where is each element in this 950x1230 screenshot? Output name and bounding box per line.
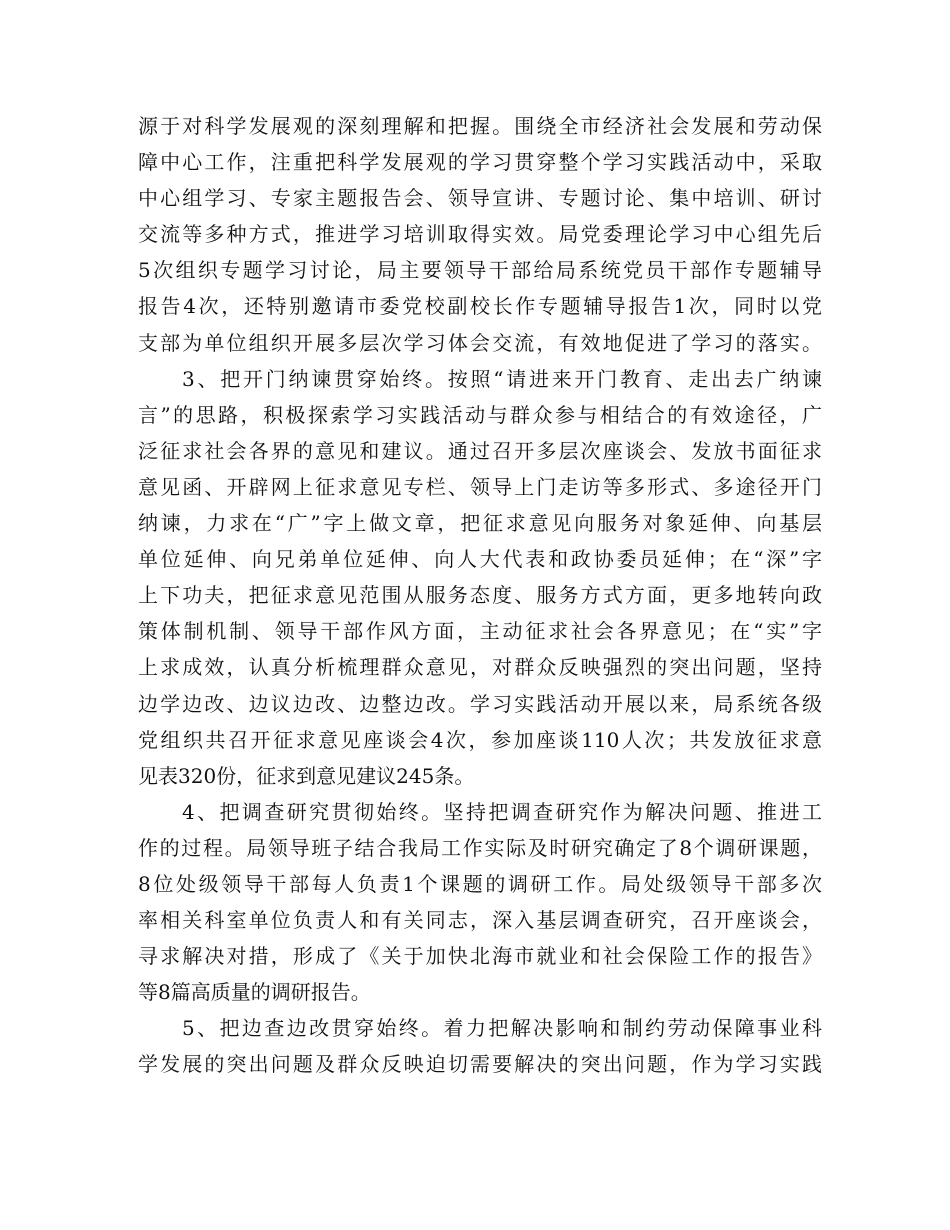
text-line: 上下功夫，把征求意见范围从服务态度、服务方式方面，更多地转向政 — [138, 583, 822, 608]
text-line: 党组织共召开征求意见座谈会4次，参加座谈110人次；共发放征求意 — [138, 727, 822, 752]
text-line: 单位延伸、向兄弟单位延伸、向人大代表和政协委员延伸；在“深”字 — [138, 547, 822, 572]
text-line: 报告4次，还特别邀请市委党校副校长作专题辅导报告1次，同时以党 — [138, 294, 822, 319]
paragraph-4 — [138, 1010, 822, 1082]
text-line: 3、把开门纳谏贯穿始终。按照“请进来开门教育、走出去广纳谏 — [182, 366, 822, 391]
text-line: 支部为单位组织开展多层次学习体会交流，有效地促进了学习的落实。 — [138, 330, 822, 355]
document-body — [138, 108, 822, 1083]
text-line: 交流等多种方式，推进学习培训取得实效。局党委理论学习中心组先后 — [138, 222, 822, 247]
text-line: 5、把边查边改贯穿始终。着力把解决影响和制约劳动保障事业科 — [182, 1016, 822, 1041]
text-line: 上求成效，认真分析梳理群众意见，对群众反映强烈的突出问题，坚持 — [138, 655, 822, 680]
text-line: 纳谏，力求在“广”字上做文章，把征求意见向服务对象延伸、向基层 — [138, 511, 822, 536]
paragraph-2 — [138, 361, 822, 794]
text-line: 障中心工作，注重把科学发展观的学习贯穿整个学习实践活动中，采取 — [138, 150, 822, 175]
text-line: 意见函、开辟网上征求意见专栏、领导上门走访等多形式、多途径开门 — [138, 474, 822, 499]
text-line: 作的过程。局领导班子结合我局工作实际及时研究确定了8个调研课题， — [138, 835, 822, 860]
text-line: 泛征求社会各界的意见和建议。通过召开多层次座谈会、发放书面征求 — [138, 438, 822, 463]
text-line: 4、把调查研究贯彻始终。坚持把调查研究作为解决问题、推进工 — [182, 799, 822, 824]
text-line: 率相关科室单位负责人和有关同志，深入基层调查研究，召开座谈会， — [138, 908, 822, 933]
text-line: 5次组织专题学习讨论，局主要领导干部给局系统党员干部作专题辅导 — [138, 258, 822, 283]
text-line: 边学边改、边议边改、边整边改。学习实践活动开展以来，局系统各级 — [138, 691, 822, 716]
paragraph-3 — [138, 794, 822, 1011]
text-line: 中心组学习、专家主题报告会、领导宣讲、专题讨论、集中培训、研讨 — [138, 186, 822, 211]
text-line: 策体制机制、领导干部作风方面，主动征求社会各界意见；在“实”字 — [138, 619, 822, 644]
text-line: 见表320份，征求到意见建议245条。 — [138, 763, 475, 788]
text-line: 等8篇高质量的调研报告。 — [138, 980, 371, 1005]
text-line: 源于对科学发展观的深刻理解和把握。围绕全市经济社会发展和劳动保 — [138, 114, 822, 138]
text-line: 言”的思路，积极探索学习实践活动与群众参与相结合的有效途径，广 — [138, 402, 822, 427]
paragraph-1 — [138, 108, 822, 361]
text-line: 学发展的突出问题及群众反映迫切需要解决的突出问题，作为学习实践 — [138, 1052, 822, 1077]
text-line: 8位处级领导干部每人负责1个课题的调研工作。局处级领导干部多次 — [138, 871, 822, 896]
text-line: 寻求解决对措，形成了《关于加快北海市就业和社会保险工作的报告》 — [138, 944, 822, 969]
